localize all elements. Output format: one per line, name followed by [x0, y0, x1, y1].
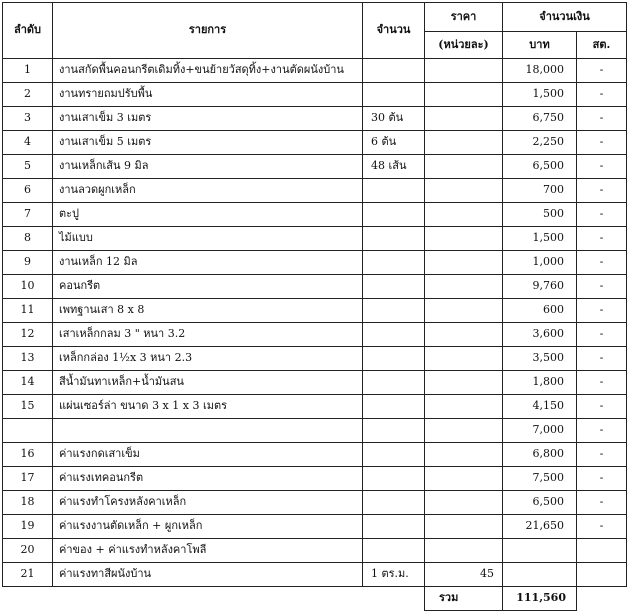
table-row [3, 467, 627, 491]
cell-item [53, 419, 363, 443]
cell-item: งานเสาเข็ม 3 เมตร [53, 107, 363, 131]
header-satang: สต. [577, 32, 627, 59]
cell-item: ค่าแรงทาสีผนังบ้าน [53, 563, 363, 587]
cell-item: งานทรายถมปรับพื้น [53, 83, 363, 107]
table-row [3, 395, 627, 419]
cell-qty [363, 395, 425, 419]
cell-satang: - [577, 491, 627, 515]
cell-baht: 3,600 [503, 323, 577, 347]
table-row [3, 539, 627, 563]
cell-price [425, 203, 503, 227]
table-row [3, 491, 627, 515]
cell-satang: - [577, 515, 627, 539]
cell-baht: 1,000 [503, 251, 577, 275]
cell-satang: - [577, 395, 627, 419]
total-row [3, 587, 627, 611]
cell-item: งานเสาเข็ม 5 เมตร [53, 131, 363, 155]
cell-no: 3 [3, 107, 53, 131]
cell-price [425, 347, 503, 371]
cell-price [425, 251, 503, 275]
cell-satang: - [577, 131, 627, 155]
header-baht: บาท [503, 32, 577, 59]
cell-no: 18 [3, 491, 53, 515]
cell-no: 10 [3, 275, 53, 299]
cell-price [425, 371, 503, 395]
cell-satang: - [577, 155, 627, 179]
cell-price [425, 395, 503, 419]
table-row [3, 131, 627, 155]
cell-baht: 1,500 [503, 227, 577, 251]
header-row-1 [3, 3, 627, 32]
cell-no: 14 [3, 371, 53, 395]
quotation-sheet [2, 2, 626, 605]
cell-baht [503, 539, 577, 563]
cell-price [425, 539, 503, 563]
cell-satang: - [577, 443, 627, 467]
cell-qty [363, 59, 425, 83]
table-row [3, 515, 627, 539]
cell-satang [577, 563, 627, 587]
cell-baht: 700 [503, 179, 577, 203]
cell-satang: - [577, 467, 627, 491]
cell-no: 5 [3, 155, 53, 179]
cell-no: 7 [3, 203, 53, 227]
cell-price [425, 467, 503, 491]
cell-satang: - [577, 59, 627, 83]
cell-qty [363, 419, 425, 443]
cell-baht: 6,500 [503, 491, 577, 515]
header-price: ราคา [425, 3, 503, 32]
cell-qty: 48 เส้น [363, 155, 425, 179]
cell-satang: - [577, 227, 627, 251]
cell-item: ค่าแรงกดเสาเข็ม [53, 443, 363, 467]
table-row [3, 275, 627, 299]
cell-price [425, 299, 503, 323]
cell-qty [363, 515, 425, 539]
cell-item: คอนกรีต [53, 275, 363, 299]
cell-qty [363, 539, 425, 563]
cell-qty [363, 251, 425, 275]
table-row [3, 251, 627, 275]
cell-no: 21 [3, 563, 53, 587]
cell-price [425, 227, 503, 251]
cell-price [425, 179, 503, 203]
cell-price [425, 323, 503, 347]
table-row [3, 347, 627, 371]
cell-baht: 9,760 [503, 275, 577, 299]
cell-price [425, 419, 503, 443]
cell-baht: 6,500 [503, 155, 577, 179]
cell-price [425, 107, 503, 131]
cell-qty [363, 491, 425, 515]
cell-satang: - [577, 275, 627, 299]
cell-price [425, 491, 503, 515]
cost-estimate-table [2, 2, 627, 611]
cell-no: 9 [3, 251, 53, 275]
cell-item: ไม้แบบ [53, 227, 363, 251]
table-row [3, 203, 627, 227]
cell-qty [363, 227, 425, 251]
cell-item: เสาเหล็กกลม 3 " หนา 3.2 [53, 323, 363, 347]
cell-satang: - [577, 251, 627, 275]
cell-satang: - [577, 419, 627, 443]
cell-satang: - [577, 107, 627, 131]
cell-price [425, 59, 503, 83]
cell-qty [363, 347, 425, 371]
total-label: รวม [425, 587, 503, 611]
table-row [3, 107, 627, 131]
cell-item: งานสกัดพื้นคอนกรีตเดิมทิ้ง+ขนย้ายวัสดุทิ้ง+งานตัดผนังบ้าน [53, 59, 363, 83]
cell-price [425, 443, 503, 467]
cell-no: 12 [3, 323, 53, 347]
cell-item: เพทฐานเสา 8 x 8 [53, 299, 363, 323]
cell-baht [503, 563, 577, 587]
cell-satang [577, 539, 627, 563]
cell-price [425, 83, 503, 107]
cell-item: ตะปู [53, 203, 363, 227]
header-amount: จำนวนเงิน [503, 3, 627, 32]
cell-price [425, 515, 503, 539]
cell-baht: 4,150 [503, 395, 577, 419]
table-row [3, 443, 627, 467]
cell-baht: 500 [503, 203, 577, 227]
cell-item: สีน้ำมันทาเหล็ก+น้ำมันสน [53, 371, 363, 395]
header-price-unit: (หน่วยละ) [425, 32, 503, 59]
cell-satang: - [577, 347, 627, 371]
table-row [3, 59, 627, 83]
cell-qty [363, 83, 425, 107]
cell-price [425, 131, 503, 155]
table-row [3, 83, 627, 107]
header-item: รายการ [53, 3, 363, 59]
cell-qty [363, 443, 425, 467]
cell-price [425, 275, 503, 299]
total-spacer-end [577, 587, 627, 611]
cell-baht: 1,800 [503, 371, 577, 395]
cell-no [3, 419, 53, 443]
cell-baht: 7,500 [503, 467, 577, 491]
total-value: 111,560 [503, 587, 577, 611]
cell-item: งานลวดผูกเหล็ก [53, 179, 363, 203]
cell-baht: 6,750 [503, 107, 577, 131]
cell-qty: 1 ตร.ม. [363, 563, 425, 587]
cell-item: งานเหล็ก 12 มิล [53, 251, 363, 275]
cell-qty [363, 203, 425, 227]
cell-no: 16 [3, 443, 53, 467]
cell-item: ค่าของ + ค่าแรงทำหลังคาโพลี [53, 539, 363, 563]
cell-qty [363, 371, 425, 395]
cell-qty [363, 323, 425, 347]
table-row [3, 371, 627, 395]
cell-baht: 6,800 [503, 443, 577, 467]
cell-satang: - [577, 83, 627, 107]
cell-no: 6 [3, 179, 53, 203]
cell-no: 20 [3, 539, 53, 563]
table-row [3, 419, 627, 443]
table-row [3, 155, 627, 179]
cell-item: ค่าแรงทำโครงหลังคาเหล็ก [53, 491, 363, 515]
cell-baht: 18,000 [503, 59, 577, 83]
cell-baht: 7,000 [503, 419, 577, 443]
cell-item: เหล็กกล่อง 1½x 3 หนา 2.3 [53, 347, 363, 371]
cell-baht: 3,500 [503, 347, 577, 371]
cell-item: งานเหล็กเส้น 9 มิล [53, 155, 363, 179]
cell-qty: 30 ต้น [363, 107, 425, 131]
cell-price: 45 [425, 563, 503, 587]
table-row [3, 227, 627, 251]
cell-satang: - [577, 203, 627, 227]
cell-no: 17 [3, 467, 53, 491]
cell-qty [363, 179, 425, 203]
cell-satang: - [577, 323, 627, 347]
cell-no: 13 [3, 347, 53, 371]
cell-item: แผ่นเซอร์ล่า ขนาด 3 x 1 x 3 เมตร [53, 395, 363, 419]
cell-no: 2 [3, 83, 53, 107]
cell-baht: 1,500 [503, 83, 577, 107]
cell-qty [363, 299, 425, 323]
cell-satang: - [577, 179, 627, 203]
cell-item: ค่าแรงเทคอนกรีต [53, 467, 363, 491]
table-row [3, 299, 627, 323]
cell-no: 15 [3, 395, 53, 419]
total-spacer [3, 587, 425, 611]
cell-no: 4 [3, 131, 53, 155]
table-body [3, 59, 627, 587]
table-row [3, 323, 627, 347]
cell-qty [363, 275, 425, 299]
cell-qty [363, 467, 425, 491]
cell-baht: 2,250 [503, 131, 577, 155]
header-qty: จำนวน [363, 3, 425, 59]
cell-qty: 6 ต้น [363, 131, 425, 155]
cell-no: 11 [3, 299, 53, 323]
table-row [3, 563, 627, 587]
cell-no: 8 [3, 227, 53, 251]
cell-satang: - [577, 371, 627, 395]
table-row [3, 179, 627, 203]
header-no: ลำดับ [3, 3, 53, 59]
cell-satang: - [577, 299, 627, 323]
cell-no: 1 [3, 59, 53, 83]
cell-baht: 600 [503, 299, 577, 323]
cell-no: 19 [3, 515, 53, 539]
cell-price [425, 155, 503, 179]
cell-item: ค่าแรงงานตัดเหล็ก + ผูกเหล็ก [53, 515, 363, 539]
cell-baht: 21,650 [503, 515, 577, 539]
